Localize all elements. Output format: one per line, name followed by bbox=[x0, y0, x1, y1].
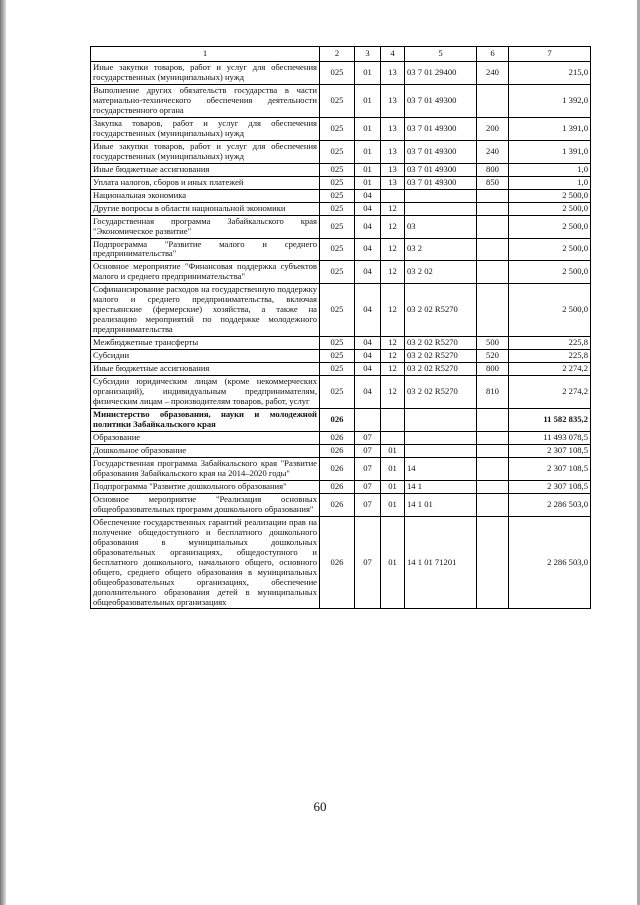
row-c5-cell: 14 1 bbox=[405, 480, 477, 493]
row-c6-cell: 240 bbox=[477, 140, 509, 163]
row-c5-cell bbox=[405, 444, 477, 457]
row-c7-cell: 2 500,0 bbox=[509, 238, 591, 261]
row-c3-cell: 01 bbox=[355, 176, 381, 189]
row-c2-cell: 026 bbox=[320, 431, 355, 444]
row-c2-cell: 025 bbox=[320, 261, 355, 284]
row-c6-cell: 500 bbox=[477, 337, 509, 350]
row-c3-cell: 04 bbox=[355, 376, 381, 409]
row-c2-cell: 025 bbox=[320, 176, 355, 189]
row-c7-cell: 2 274,2 bbox=[509, 363, 591, 376]
row-c3-cell: 01 bbox=[355, 117, 381, 140]
header-col-7: 7 bbox=[509, 47, 591, 62]
row-c5-cell: 14 1 01 71201 bbox=[405, 516, 477, 609]
row-c5-cell: 03 2 02 R5270 bbox=[405, 363, 477, 376]
table-row bbox=[91, 202, 591, 215]
row-c4-cell: 12 bbox=[381, 337, 405, 350]
row-c4-cell: 13 bbox=[381, 84, 405, 117]
header-col-6: 6 bbox=[477, 47, 509, 62]
row-c4-cell: 12 bbox=[381, 215, 405, 238]
row-c7-cell: 2 500,0 bbox=[509, 284, 591, 337]
row-name-cell: Обеспечение государственных гарантий реализации прав на получение общедоступного и бесплатного дошкольного образования в муниципальных дошкольных образовательных организациях, общедоступного и бесплатного дошкольного, начального общего, основного общего, среднего общего образования в муниципальных общеобразовательных организациях, обеспечение дополнительного образования детей в муниципальных общеобразовательных организациях bbox=[91, 516, 320, 609]
row-c4-cell: 13 bbox=[381, 140, 405, 163]
row-c6-cell: 240 bbox=[477, 61, 509, 84]
row-name-cell: Иные бюджетные ассигнования bbox=[91, 363, 320, 376]
table-row bbox=[91, 493, 591, 516]
row-c7-cell: 2 274,2 bbox=[509, 376, 591, 409]
row-c6-cell bbox=[477, 238, 509, 261]
row-c7-cell: 1,0 bbox=[509, 163, 591, 176]
row-c3-cell: 01 bbox=[355, 61, 381, 84]
page-scan-edge-left bbox=[0, 0, 6, 905]
row-c6-cell bbox=[477, 444, 509, 457]
row-c3-cell: 07 bbox=[355, 493, 381, 516]
table-row bbox=[91, 140, 591, 163]
row-c6-cell bbox=[477, 202, 509, 215]
row-c5-cell: 03 7 01 49300 bbox=[405, 176, 477, 189]
row-c2-cell: 026 bbox=[320, 493, 355, 516]
header-col-5: 5 bbox=[405, 47, 477, 62]
row-name-cell: Субсидии юридическим лицам (кроме некоммерческих организаций), индивидуальным предпринимателям, физическим лицам – производителям товаров, работ, услуг bbox=[91, 376, 320, 409]
row-c4-cell: 13 bbox=[381, 176, 405, 189]
row-c5-cell bbox=[405, 409, 477, 432]
row-c2-cell: 025 bbox=[320, 84, 355, 117]
row-c3-cell: 07 bbox=[355, 457, 381, 480]
row-c6-cell: 520 bbox=[477, 350, 509, 363]
table-row bbox=[91, 284, 591, 337]
table-row bbox=[91, 376, 591, 409]
row-c4-cell: 01 bbox=[381, 516, 405, 609]
row-c5-cell: 03 2 02 bbox=[405, 261, 477, 284]
row-c3-cell bbox=[355, 409, 381, 432]
table-row bbox=[91, 444, 591, 457]
row-c4-cell: 01 bbox=[381, 457, 405, 480]
row-c7-cell: 225,8 bbox=[509, 337, 591, 350]
row-c2-cell: 026 bbox=[320, 480, 355, 493]
row-c6-cell bbox=[477, 215, 509, 238]
row-c3-cell: 04 bbox=[355, 238, 381, 261]
row-c2-cell: 026 bbox=[320, 409, 355, 432]
row-c4-cell bbox=[381, 431, 405, 444]
budget-table bbox=[90, 46, 591, 609]
row-c5-cell: 03 2 02 R5270 bbox=[405, 337, 477, 350]
row-name-cell: Дошкольное образование bbox=[91, 444, 320, 457]
table-row bbox=[91, 176, 591, 189]
row-c2-cell: 025 bbox=[320, 202, 355, 215]
table-row bbox=[91, 457, 591, 480]
row-name-cell: Образование bbox=[91, 431, 320, 444]
row-c7-cell: 2 286 503,0 bbox=[509, 516, 591, 609]
row-c7-cell: 2 500,0 bbox=[509, 215, 591, 238]
row-c2-cell: 026 bbox=[320, 457, 355, 480]
row-c3-cell: 07 bbox=[355, 444, 381, 457]
row-name-cell: Государственная программа Забайкальского края "Экономическое развитие" bbox=[91, 215, 320, 238]
row-c4-cell: 01 bbox=[381, 493, 405, 516]
row-c3-cell: 07 bbox=[355, 431, 381, 444]
table-row bbox=[91, 117, 591, 140]
row-c2-cell: 025 bbox=[320, 284, 355, 337]
row-c3-cell: 04 bbox=[355, 189, 381, 202]
row-name-cell: Министерство образования, науки и молодежной политики Забайкальского края bbox=[91, 409, 320, 432]
row-c6-cell bbox=[477, 261, 509, 284]
row-c6-cell bbox=[477, 409, 509, 432]
row-c5-cell bbox=[405, 202, 477, 215]
row-c6-cell bbox=[477, 284, 509, 337]
table-row bbox=[91, 238, 591, 261]
row-c6-cell bbox=[477, 480, 509, 493]
page-number: 60 bbox=[313, 799, 327, 814]
row-c3-cell: 04 bbox=[355, 337, 381, 350]
row-c4-cell: 12 bbox=[381, 350, 405, 363]
row-c7-cell: 1 391,0 bbox=[509, 117, 591, 140]
row-name-cell: Основное мероприятие "Реализация основных общеобразовательных программ дошкольного образования" bbox=[91, 493, 320, 516]
row-c7-cell: 2 307 108,5 bbox=[509, 457, 591, 480]
table-row bbox=[91, 337, 591, 350]
table-row bbox=[91, 261, 591, 284]
row-c4-cell: 12 bbox=[381, 238, 405, 261]
row-c2-cell: 025 bbox=[320, 376, 355, 409]
row-c2-cell: 025 bbox=[320, 117, 355, 140]
row-c6-cell bbox=[477, 189, 509, 202]
row-name-cell: Подпрограмма "Развитие дошкольного образования" bbox=[91, 480, 320, 493]
row-c2-cell: 025 bbox=[320, 215, 355, 238]
table-row bbox=[91, 189, 591, 202]
row-c7-cell: 2 307 108,5 bbox=[509, 480, 591, 493]
row-c5-cell: 03 7 01 49300 bbox=[405, 84, 477, 117]
table-row bbox=[91, 516, 591, 609]
row-name-cell: Иные закупки товаров, работ и услуг для обеспечения государственных (муниципальных) нужд bbox=[91, 61, 320, 84]
row-c5-cell: 03 2 bbox=[405, 238, 477, 261]
row-c4-cell: 01 bbox=[381, 444, 405, 457]
table-row bbox=[91, 431, 591, 444]
row-c6-cell bbox=[477, 493, 509, 516]
row-c5-cell: 03 2 02 R5270 bbox=[405, 350, 477, 363]
row-c2-cell: 025 bbox=[320, 189, 355, 202]
row-name-cell: Основное мероприятие "Финансовая поддержка субъектов малого и среднего предпринимательства" bbox=[91, 261, 320, 284]
row-c5-cell bbox=[405, 189, 477, 202]
row-c3-cell: 04 bbox=[355, 363, 381, 376]
row-c7-cell: 11 582 835,2 bbox=[509, 409, 591, 432]
row-c2-cell: 025 bbox=[320, 350, 355, 363]
row-c7-cell: 2 500,0 bbox=[509, 189, 591, 202]
row-c4-cell: 12 bbox=[381, 376, 405, 409]
row-c7-cell: 2 307 108,5 bbox=[509, 444, 591, 457]
row-c7-cell: 11 493 078,5 bbox=[509, 431, 591, 444]
row-c6-cell: 850 bbox=[477, 176, 509, 189]
row-c2-cell: 026 bbox=[320, 516, 355, 609]
row-name-cell: Иные бюджетные ассигнования bbox=[91, 163, 320, 176]
row-c6-cell: 800 bbox=[477, 163, 509, 176]
row-c4-cell: 12 bbox=[381, 363, 405, 376]
row-name-cell: Иные закупки товаров, работ и услуг для обеспечения государственных (муниципальных) нужд bbox=[91, 140, 320, 163]
row-name-cell: Национальная экономика bbox=[91, 189, 320, 202]
row-c6-cell bbox=[477, 84, 509, 117]
header-col-3: 3 bbox=[355, 47, 381, 62]
row-c4-cell: 12 bbox=[381, 202, 405, 215]
row-name-cell: Подпрограмма "Развитие малого и среднего предпринимательства" bbox=[91, 238, 320, 261]
header-col-4: 4 bbox=[381, 47, 405, 62]
row-c3-cell: 04 bbox=[355, 202, 381, 215]
row-c7-cell: 1 392,0 bbox=[509, 84, 591, 117]
row-c2-cell: 025 bbox=[320, 363, 355, 376]
row-c5-cell: 03 7 01 49300 bbox=[405, 140, 477, 163]
row-c7-cell: 2 286 503,0 bbox=[509, 493, 591, 516]
row-name-cell: Субсидии bbox=[91, 350, 320, 363]
row-c3-cell: 04 bbox=[355, 284, 381, 337]
row-c4-cell: 12 bbox=[381, 284, 405, 337]
row-name-cell: Закупка товаров, работ и услуг для обеспечения государственных (муниципальных) нужд bbox=[91, 117, 320, 140]
header-col-2: 2 bbox=[320, 47, 355, 62]
table-row bbox=[91, 215, 591, 238]
table-row bbox=[91, 363, 591, 376]
row-c4-cell: 01 bbox=[381, 480, 405, 493]
row-c3-cell: 07 bbox=[355, 516, 381, 609]
header-col-1: 1 bbox=[91, 47, 320, 62]
row-c4-cell: 12 bbox=[381, 261, 405, 284]
row-c7-cell: 1,0 bbox=[509, 176, 591, 189]
row-c4-cell: 13 bbox=[381, 61, 405, 84]
row-c2-cell: 025 bbox=[320, 337, 355, 350]
row-c6-cell: 800 bbox=[477, 363, 509, 376]
row-c2-cell: 025 bbox=[320, 163, 355, 176]
table-row bbox=[91, 84, 591, 117]
row-c5-cell: 03 2 02 R5270 bbox=[405, 376, 477, 409]
table-row bbox=[91, 163, 591, 176]
row-c3-cell: 04 bbox=[355, 261, 381, 284]
header-row bbox=[91, 47, 591, 62]
row-name-cell: Межбюджетные трансферты bbox=[91, 337, 320, 350]
row-c2-cell: 025 bbox=[320, 238, 355, 261]
row-c5-cell: 14 1 01 bbox=[405, 493, 477, 516]
row-c3-cell: 01 bbox=[355, 84, 381, 117]
row-c6-cell: 200 bbox=[477, 117, 509, 140]
row-c6-cell bbox=[477, 516, 509, 609]
row-c6-cell: 810 bbox=[477, 376, 509, 409]
row-c2-cell: 025 bbox=[320, 61, 355, 84]
table-row bbox=[91, 61, 591, 84]
table-row bbox=[91, 350, 591, 363]
row-name-cell: Софинансирование расходов на государственную поддержку малого и среднего предпринимательства, включая крестьянские (фермерские) хозяйства, а также на реализацию мероприятий по поддержке молодежного предпринимательства bbox=[91, 284, 320, 337]
row-name-cell: Уплата налогов, сборов и иных платежей bbox=[91, 176, 320, 189]
row-c2-cell: 025 bbox=[320, 140, 355, 163]
row-c6-cell bbox=[477, 431, 509, 444]
row-c4-cell bbox=[381, 409, 405, 432]
row-c4-cell bbox=[381, 189, 405, 202]
row-c6-cell bbox=[477, 457, 509, 480]
row-c3-cell: 01 bbox=[355, 140, 381, 163]
row-c5-cell: 03 7 01 29400 bbox=[405, 61, 477, 84]
row-c3-cell: 07 bbox=[355, 480, 381, 493]
row-c5-cell bbox=[405, 431, 477, 444]
row-c5-cell: 03 2 02 R5270 bbox=[405, 284, 477, 337]
row-c4-cell: 13 bbox=[381, 163, 405, 176]
row-c7-cell: 2 500,0 bbox=[509, 261, 591, 284]
row-c3-cell: 01 bbox=[355, 163, 381, 176]
row-name-cell: Государственная программа Забайкальского края "Развитие образования Забайкальского края на 2014–2020 годы" bbox=[91, 457, 320, 480]
row-c4-cell: 13 bbox=[381, 117, 405, 140]
table-row bbox=[91, 409, 591, 432]
row-c5-cell: 03 7 01 49300 bbox=[405, 163, 477, 176]
row-name-cell: Другие вопросы в области национальной экономики bbox=[91, 202, 320, 215]
row-name-cell: Выполнение других обязательств государства в части материально-технического обеспечения деятельности государственного органа bbox=[91, 84, 320, 117]
row-c5-cell: 03 7 01 49300 bbox=[405, 117, 477, 140]
table-row bbox=[91, 480, 591, 493]
row-c3-cell: 04 bbox=[355, 350, 381, 363]
row-c5-cell: 14 bbox=[405, 457, 477, 480]
row-c5-cell: 03 bbox=[405, 215, 477, 238]
row-c7-cell: 1 391,0 bbox=[509, 140, 591, 163]
row-c7-cell: 215,0 bbox=[509, 61, 591, 84]
row-c7-cell: 2 500,0 bbox=[509, 202, 591, 215]
row-c2-cell: 026 bbox=[320, 444, 355, 457]
row-c7-cell: 225,8 bbox=[509, 350, 591, 363]
row-c3-cell: 04 bbox=[355, 215, 381, 238]
